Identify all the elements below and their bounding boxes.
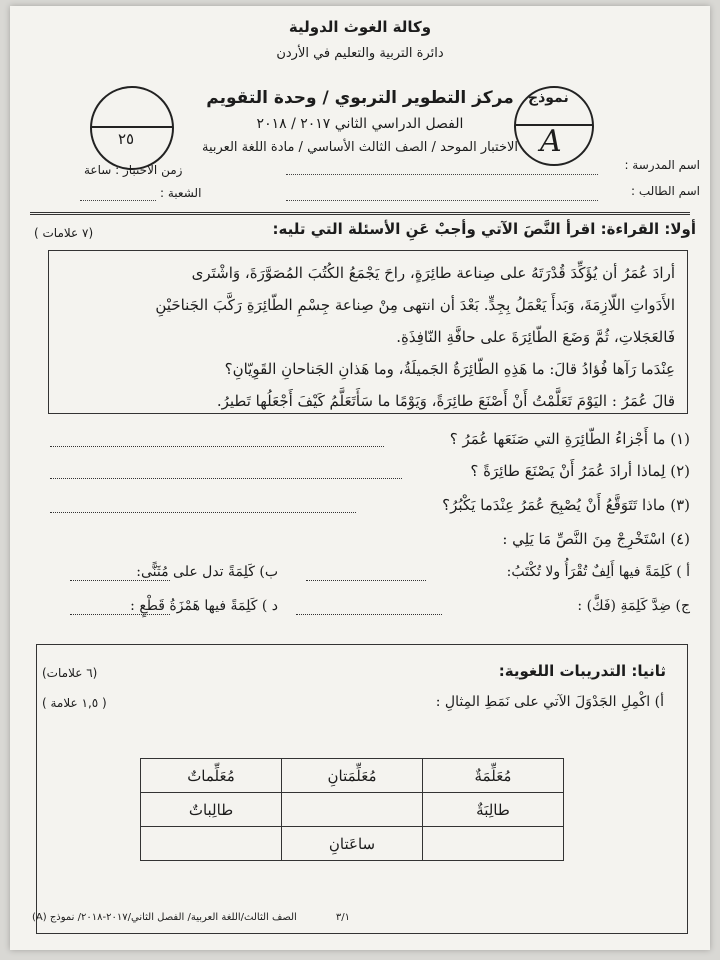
answer-line-d[interactable] xyxy=(70,614,170,615)
table-cell: مُعَلِّمَتانِ xyxy=(282,759,423,793)
score-circle xyxy=(90,86,174,170)
answer-line-b[interactable] xyxy=(70,580,170,581)
model-value: A xyxy=(540,124,562,159)
duration-label: زمن الاختبار : ساعة xyxy=(84,163,183,177)
sub-question-a: أ ) كَلِمَةً فيها أَلِفٌ تُقْرَأُ ولا تُكْتَبُ: xyxy=(506,564,690,580)
model-label: نموذج xyxy=(528,90,569,106)
part-a-instruction: أ) اكْمِلِ الجَدْوَلَ الآتي على نَمَطِ المِثالِ : xyxy=(435,694,664,710)
passage-line: فَالعَجَلاتِ، ثُمَّ وَضَعَ الطّائِرَةَ على حافَّةِ النّافِذَةِ. xyxy=(396,328,675,346)
language-marks: (٦ علامات) xyxy=(42,666,98,680)
sub-question-b: ب) كَلِمَةً تدل على مُثَنًّى: xyxy=(136,564,278,580)
table-cell-blank[interactable] xyxy=(423,827,564,861)
term-label: الفصل الدراسي الثاني ٢٠١٧ / ٢٠١٨ xyxy=(256,116,464,132)
section-field[interactable] xyxy=(80,200,156,201)
reading-passage xyxy=(48,250,688,414)
reading-marks: (٧ علامات ) xyxy=(34,226,94,240)
school-label: اسم المدرسة : xyxy=(624,158,700,172)
answer-line-3[interactable] xyxy=(50,512,356,513)
exam-page xyxy=(10,6,710,950)
section-label: الشعبة : xyxy=(160,186,202,200)
table-cell: طالِباتٌ xyxy=(141,793,282,827)
plural-table xyxy=(140,758,564,861)
question-4: (٤) اسْتَخْرِجْ مِنَ النَّصِّ مَا يَلِي : xyxy=(502,530,690,548)
question-2: (٢) لِماذا أرادَ عُمَرُ أَنْ يَصْنَعَ طائِرَةً ؟ xyxy=(470,462,690,480)
question-3: (٣) ماذا تَتَوَقَّعُ أَنْ يُصْبِحَ عُمَرُ عِنْدَما يَكْبُرُ؟ xyxy=(442,496,690,514)
exam-title: الاختبار الموحد / الصف الثالث الأساسي / مادة اللغة العربية xyxy=(201,140,519,155)
table-cell: طالِبَةٌ xyxy=(423,793,564,827)
page-number: ٣/١ xyxy=(335,912,350,923)
footer-info: الصف الثالث/اللغة العربية/ الفصل الثاني/٢٠١٧-٢٠١٨/ نموذج (A) xyxy=(32,912,297,923)
sub-question-c: ج) ضِدَّ كَلِمَةِ (فَكَّ) : xyxy=(577,598,690,614)
table-cell: مُعَلِّمَةٌ xyxy=(423,759,564,793)
center-title: مركز التطوير التربوي / وحدة التقويم xyxy=(206,88,514,108)
header-separator xyxy=(30,212,690,215)
answer-line-1[interactable] xyxy=(50,446,384,447)
passage-line: قالَ عُمَرُ : اليَوْمَ تَعَلَّمْتُ أَنْ أَصْنَعَ طائِرَةً، وَيَوْمًا ما سَأَتَعَلَّمُ كَيْفَ أَجْعَلُها تَطيرُ. xyxy=(216,392,675,410)
table-row xyxy=(141,793,564,827)
passage-line: الأَدَواتِ اللّازِمَةَ، وَبَدأَ يَعْمَلُ بِجِدٍّ. بَعْدَ أن انتهى مِنْ صِناعة جِسْمِ الطّائِرَةِ رَكَّبَ الجَناحَيْنِ xyxy=(155,296,675,314)
sub-question-d: د ) كَلِمَةً فيها هَمْزَةُ قَطْعٍ : xyxy=(130,598,278,614)
table-cell-blank[interactable] xyxy=(141,827,282,861)
answer-line-a[interactable] xyxy=(306,580,426,581)
language-title: ثانيا: التدريبات اللغوية: xyxy=(498,662,666,680)
table-cell-blank[interactable] xyxy=(282,793,423,827)
passage-line: أرادَ عُمَرُ أن يُؤَكِّدَ قُدْرَتَهُ على صِناعة طائِرَةٍ، راحَ يَجْمَعُ الكُتُبَ المُصَوَّرَةَ، وَاشْتَرى xyxy=(191,264,675,282)
department-name: دائرة التربية والتعليم في الأردن xyxy=(276,46,444,61)
table-cell: مُعَلِّماتٌ xyxy=(141,759,282,793)
table-row xyxy=(141,827,564,861)
answer-line-c[interactable] xyxy=(296,614,442,615)
reading-title: أولا: القراءة: اقرأ النَّصَ الآتي وأجبْ عَنِ الأسئلة التي تليه: xyxy=(272,220,696,238)
student-field[interactable] xyxy=(286,200,598,201)
table-cell: ساعَتانِ xyxy=(282,827,423,861)
school-field[interactable] xyxy=(286,174,598,175)
organization-name: وكالة الغوث الدولية xyxy=(288,18,432,36)
total-score: ٢٥ xyxy=(118,130,135,148)
passage-line: عِنْدَما رَآها فُؤادُ قالَ: ما هَذِهِ الطّائِرَةُ الجَميلَةُ، وما هَذانِ الجَناحانِ القَوِيّانِ؟ xyxy=(224,360,675,378)
table-row xyxy=(141,759,564,793)
part-a-marks: ( ١,٥ علامة ) xyxy=(42,696,107,710)
question-1: (١) ما أَجْزاءُ الطّائِرَةِ التي صَنَعَها عُمَرُ ؟ xyxy=(449,430,690,448)
student-label: اسم الطالب : xyxy=(631,184,700,198)
answer-line-2[interactable] xyxy=(50,478,402,479)
